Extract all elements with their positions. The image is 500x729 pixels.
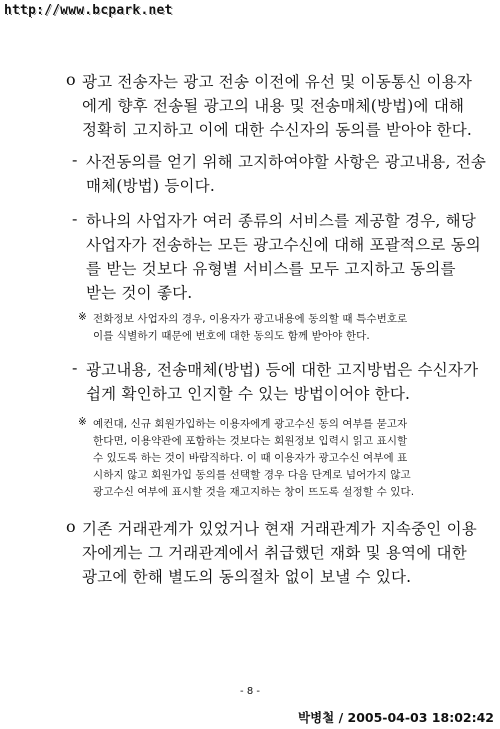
bullet-marker: o bbox=[66, 517, 76, 536]
note-marker: ※ bbox=[78, 416, 87, 428]
paragraph-line: 매체(방법) 등이다. bbox=[86, 177, 215, 195]
paragraph-line: 광고내용, 전송매체(방법) 등에 대한 고지방법은 수신자가 bbox=[86, 361, 479, 379]
author-timestamp-signature: 박병철 / 2005-04-03 18:02:42 bbox=[298, 710, 494, 725]
site-watermark: http://www.bcpark.net bbox=[4, 3, 173, 18]
note-line: 수 있도록 하는 것이 바람직하다. 이 때 이용자가 광고수신 여부에 표 bbox=[93, 452, 408, 464]
paragraph-line: 사업자가 전송하는 모든 광고수신에 대해 포괄적으로 동의 bbox=[86, 236, 481, 254]
dash-marker: - bbox=[72, 150, 78, 169]
paragraph-line: 기존 거래관계가 있었거나 현재 거래관계가 지속중인 이용 bbox=[82, 520, 477, 538]
note-line: 이를 식별하기 때문에 번호에 대한 동의도 함께 받아야 한다. bbox=[93, 330, 370, 342]
paragraph-line: 광고에 한해 별도의 동의절차 없이 보낼 수 있다. bbox=[82, 568, 412, 586]
paragraph-line: 를 받는 것보다 유형별 서비스를 모두 고지하고 동의를 bbox=[86, 260, 456, 278]
note-line: 예컨대, 신규 회원가입하는 이용자에게 광고수신 동의 여부를 묻고자 bbox=[93, 418, 408, 430]
paragraph-line: 자에게는 그 거래관계에서 취급했던 재화 및 용역에 대한 bbox=[82, 544, 467, 562]
paragraph-line: 받는 것이 좋다. bbox=[86, 284, 193, 302]
page-number: - 8 - bbox=[240, 686, 260, 697]
paragraph-line: 하나의 사업자가 여러 종류의 서비스를 제공할 경우, 해당 bbox=[86, 212, 476, 230]
paragraph-line: 광고 전송자는 광고 전송 이전에 유선 및 이동통신 이용자 bbox=[82, 73, 472, 91]
note-line: 전화정보 사업자의 경우, 이용자가 광고내용에 동의할 때 특수번호로 bbox=[93, 313, 408, 325]
paragraph-line: 사전동의를 얻기 위해 고지하여야할 사항은 광고내용, 전송 bbox=[86, 153, 487, 171]
bullet-marker: o bbox=[66, 70, 76, 89]
note-marker: ※ bbox=[78, 311, 87, 323]
note-line: 시하지 않고 회원가입 동의를 선택할 경우 다음 단계로 넘어가지 않고 bbox=[93, 469, 411, 481]
note-line: 광고수신 여부에 표시할 것을 재고지하는 창이 뜨도록 설정할 수 있다. bbox=[93, 486, 415, 498]
dash-marker: - bbox=[72, 209, 78, 228]
paragraph-line: 에게 향후 전송될 광고의 내용 및 전송매체(방법)에 대해 bbox=[82, 97, 465, 115]
dash-marker: - bbox=[72, 358, 78, 377]
paragraph-line: 정확히 고지하고 이에 대한 수신자의 동의를 받아야 한다. bbox=[82, 121, 472, 139]
note-line: 한다면, 이용약관에 포함하는 것보다는 회원정보 입력시 읽고 표시할 bbox=[93, 435, 408, 447]
paragraph-line: 쉽게 확인하고 인지할 수 있는 방법이어야 한다. bbox=[86, 385, 411, 403]
